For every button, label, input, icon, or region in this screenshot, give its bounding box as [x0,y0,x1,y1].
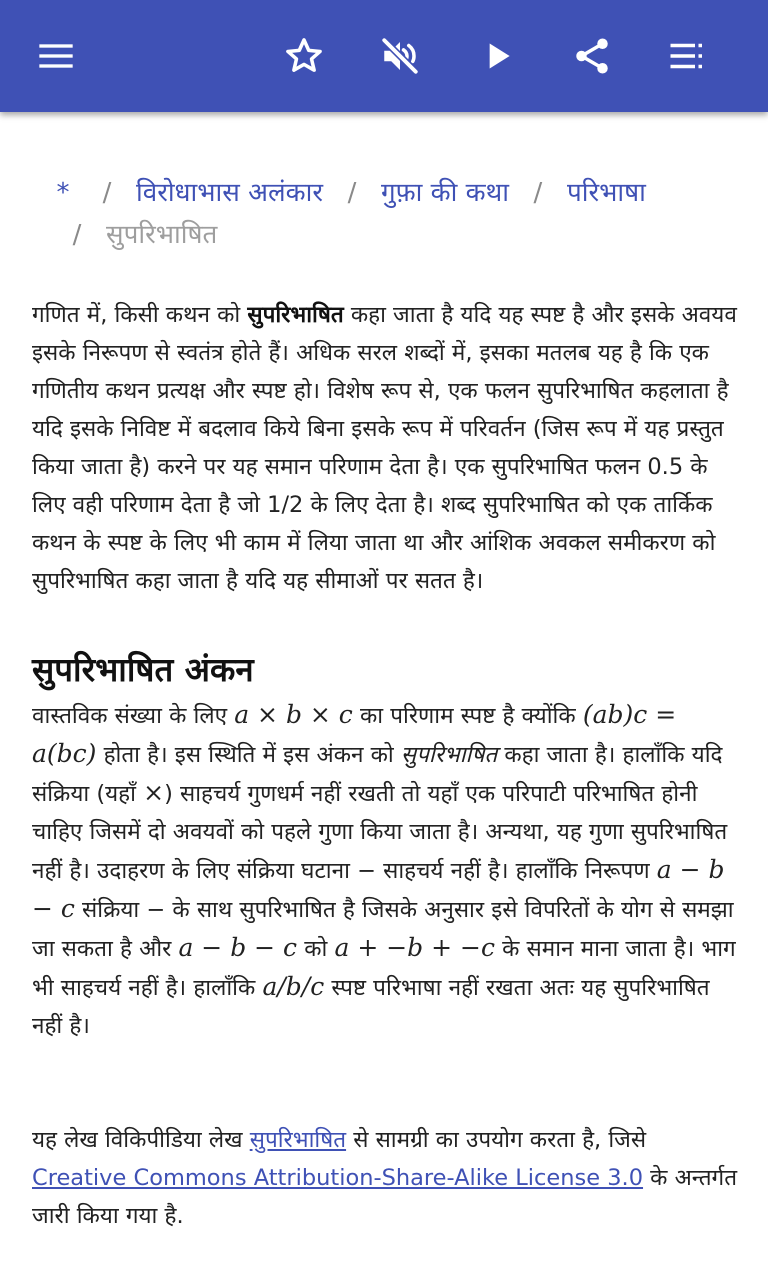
volume-off-icon [379,35,421,77]
mute-button[interactable] [372,28,428,84]
breadcrumb-current: सुपरिभाषित [106,220,218,250]
italic-term: सुपरिभाषित [400,742,498,768]
text-run: होता है। इस स्थिति में इस अंकन को [96,742,401,768]
share-icon [571,35,613,77]
breadcrumb-separator: / [347,178,357,208]
article-body [32,296,738,1235]
wikipedia-article-link[interactable]: सुपरिभाषित [249,1127,347,1153]
play-icon [478,36,518,76]
text-run: स्पष्ट परिभाषा नहीं रखता अतः यह सुपरिभाषित नहीं है। [32,975,710,1039]
math-expression: a × b × c [234,700,353,729]
intro-paragraph [32,296,738,600]
notation-paragraph [32,696,738,1045]
text-run: कहा जाता है यदि यह स्पष्ट है और इसके अवयव इसके निरूपण से स्वतंत्र होते हैं। अधिक सरल शब्दों में, इसका मतलब यह है कि एक गणितीय कथन प्रत्यक्ष और स्पष्ट हो। विशेष रूप से, एक फलन सुपरिभाषित कहलाता है यदि इसके निविष्ट में बदलाव किये बिना इसके रूप में परिवर्तन (जिस रूप में यह प्रस्तुत किया जाता है) करने पर यह समान परिणाम देता है। एक सुपरिभाषित फलन 0.5 के लिए वही परिणाम देता है जो 1/2 के लिए देता है। शब्द सुपरिभाषित को एक तार्किक कथन के स्पष्ट के लिए भी काम में लिया जाता था और आंशिक अवकल समीकरण को सुपरिभाषित कहा जाता है यदि यह सीमाओं पर सतत है। [32,302,737,594]
star-outline-icon [283,35,325,77]
text-run: यह लेख विकिपीडिया लेख [32,1127,250,1153]
section-heading: सुपरिभाषित अंकन [32,650,254,689]
text-run: गणित में, किसी कथन को [32,302,248,328]
favorite-button[interactable] [276,28,332,84]
text-run: के समान माना जाता है। भाग भी साहचर्य नहीं है। हालाँकि [32,936,736,1001]
breadcrumb-separator: / [102,178,112,208]
contents-button[interactable] [660,28,716,84]
breadcrumb-separator: / [72,220,82,250]
math-expression: × [143,778,165,807]
license-link[interactable]: Creative Commons Attribution-Share-Alike License 3.0 [32,1165,644,1191]
article-content[interactable] [0,112,768,1280]
math-expression: a + −b + −c [334,933,495,962]
bold-term: सुपरिभाषित [247,302,344,328]
breadcrumb-item[interactable]: गुफ़ा की कथा [380,178,509,208]
breadcrumb-item[interactable]: विरोधाभास अलंकार [136,178,323,208]
text-run: ) साहचर्य गुणधर्म नहीं रखती तो यहाँ एक परिपाटी परिभाषित होनी चाहिए जिसमें दो अवयवों को पहले गुणा किया जाता है। अन्यथा, यह गुणा सुपरिभाषित नहीं है। उदाहरण के लिए संक्रिया घटाना − साहचर्य नहीं है। हालाँकि निरूपण [32,781,728,884]
text-run: का परिणाम स्पष्ट है क्योंकि [352,703,583,729]
play-button[interactable] [470,28,526,84]
text-run: से सामग्री का उपयोग करता है, जिसे [346,1127,647,1153]
menu-button[interactable] [28,28,84,84]
text-run: को [297,936,335,962]
breadcrumb-item[interactable]: परिभाषा [566,178,646,208]
text-run: कहा जाता है। हालाँकि यदि संक्रिया (यहाँ [32,742,723,807]
math-expression: a − b − c [178,933,298,962]
math-expression: a − b − c [32,855,725,923]
text-run: वास्तविक संख्या के लिए [32,703,235,729]
breadcrumb [48,172,738,256]
attribution-paragraph [32,1121,738,1235]
menu-icon [36,36,76,76]
breadcrumb-home[interactable]: * [56,178,70,208]
math-expression: a/b/c [262,972,325,1001]
breadcrumb-separator: / [533,178,543,208]
app-toolbar [0,0,768,112]
share-button[interactable] [564,28,620,84]
math-expression: (ab)c = a(bc) [32,700,677,768]
text-run: संक्रिया − के साथ सुपरिभाषित है जिसके अनुसार इसे विपरितों के योग से समझा जा सकता है और [32,897,734,962]
text-run: के अन्तर्गत जारी किया गया है. [32,1165,738,1229]
playlist-icon [667,35,709,77]
